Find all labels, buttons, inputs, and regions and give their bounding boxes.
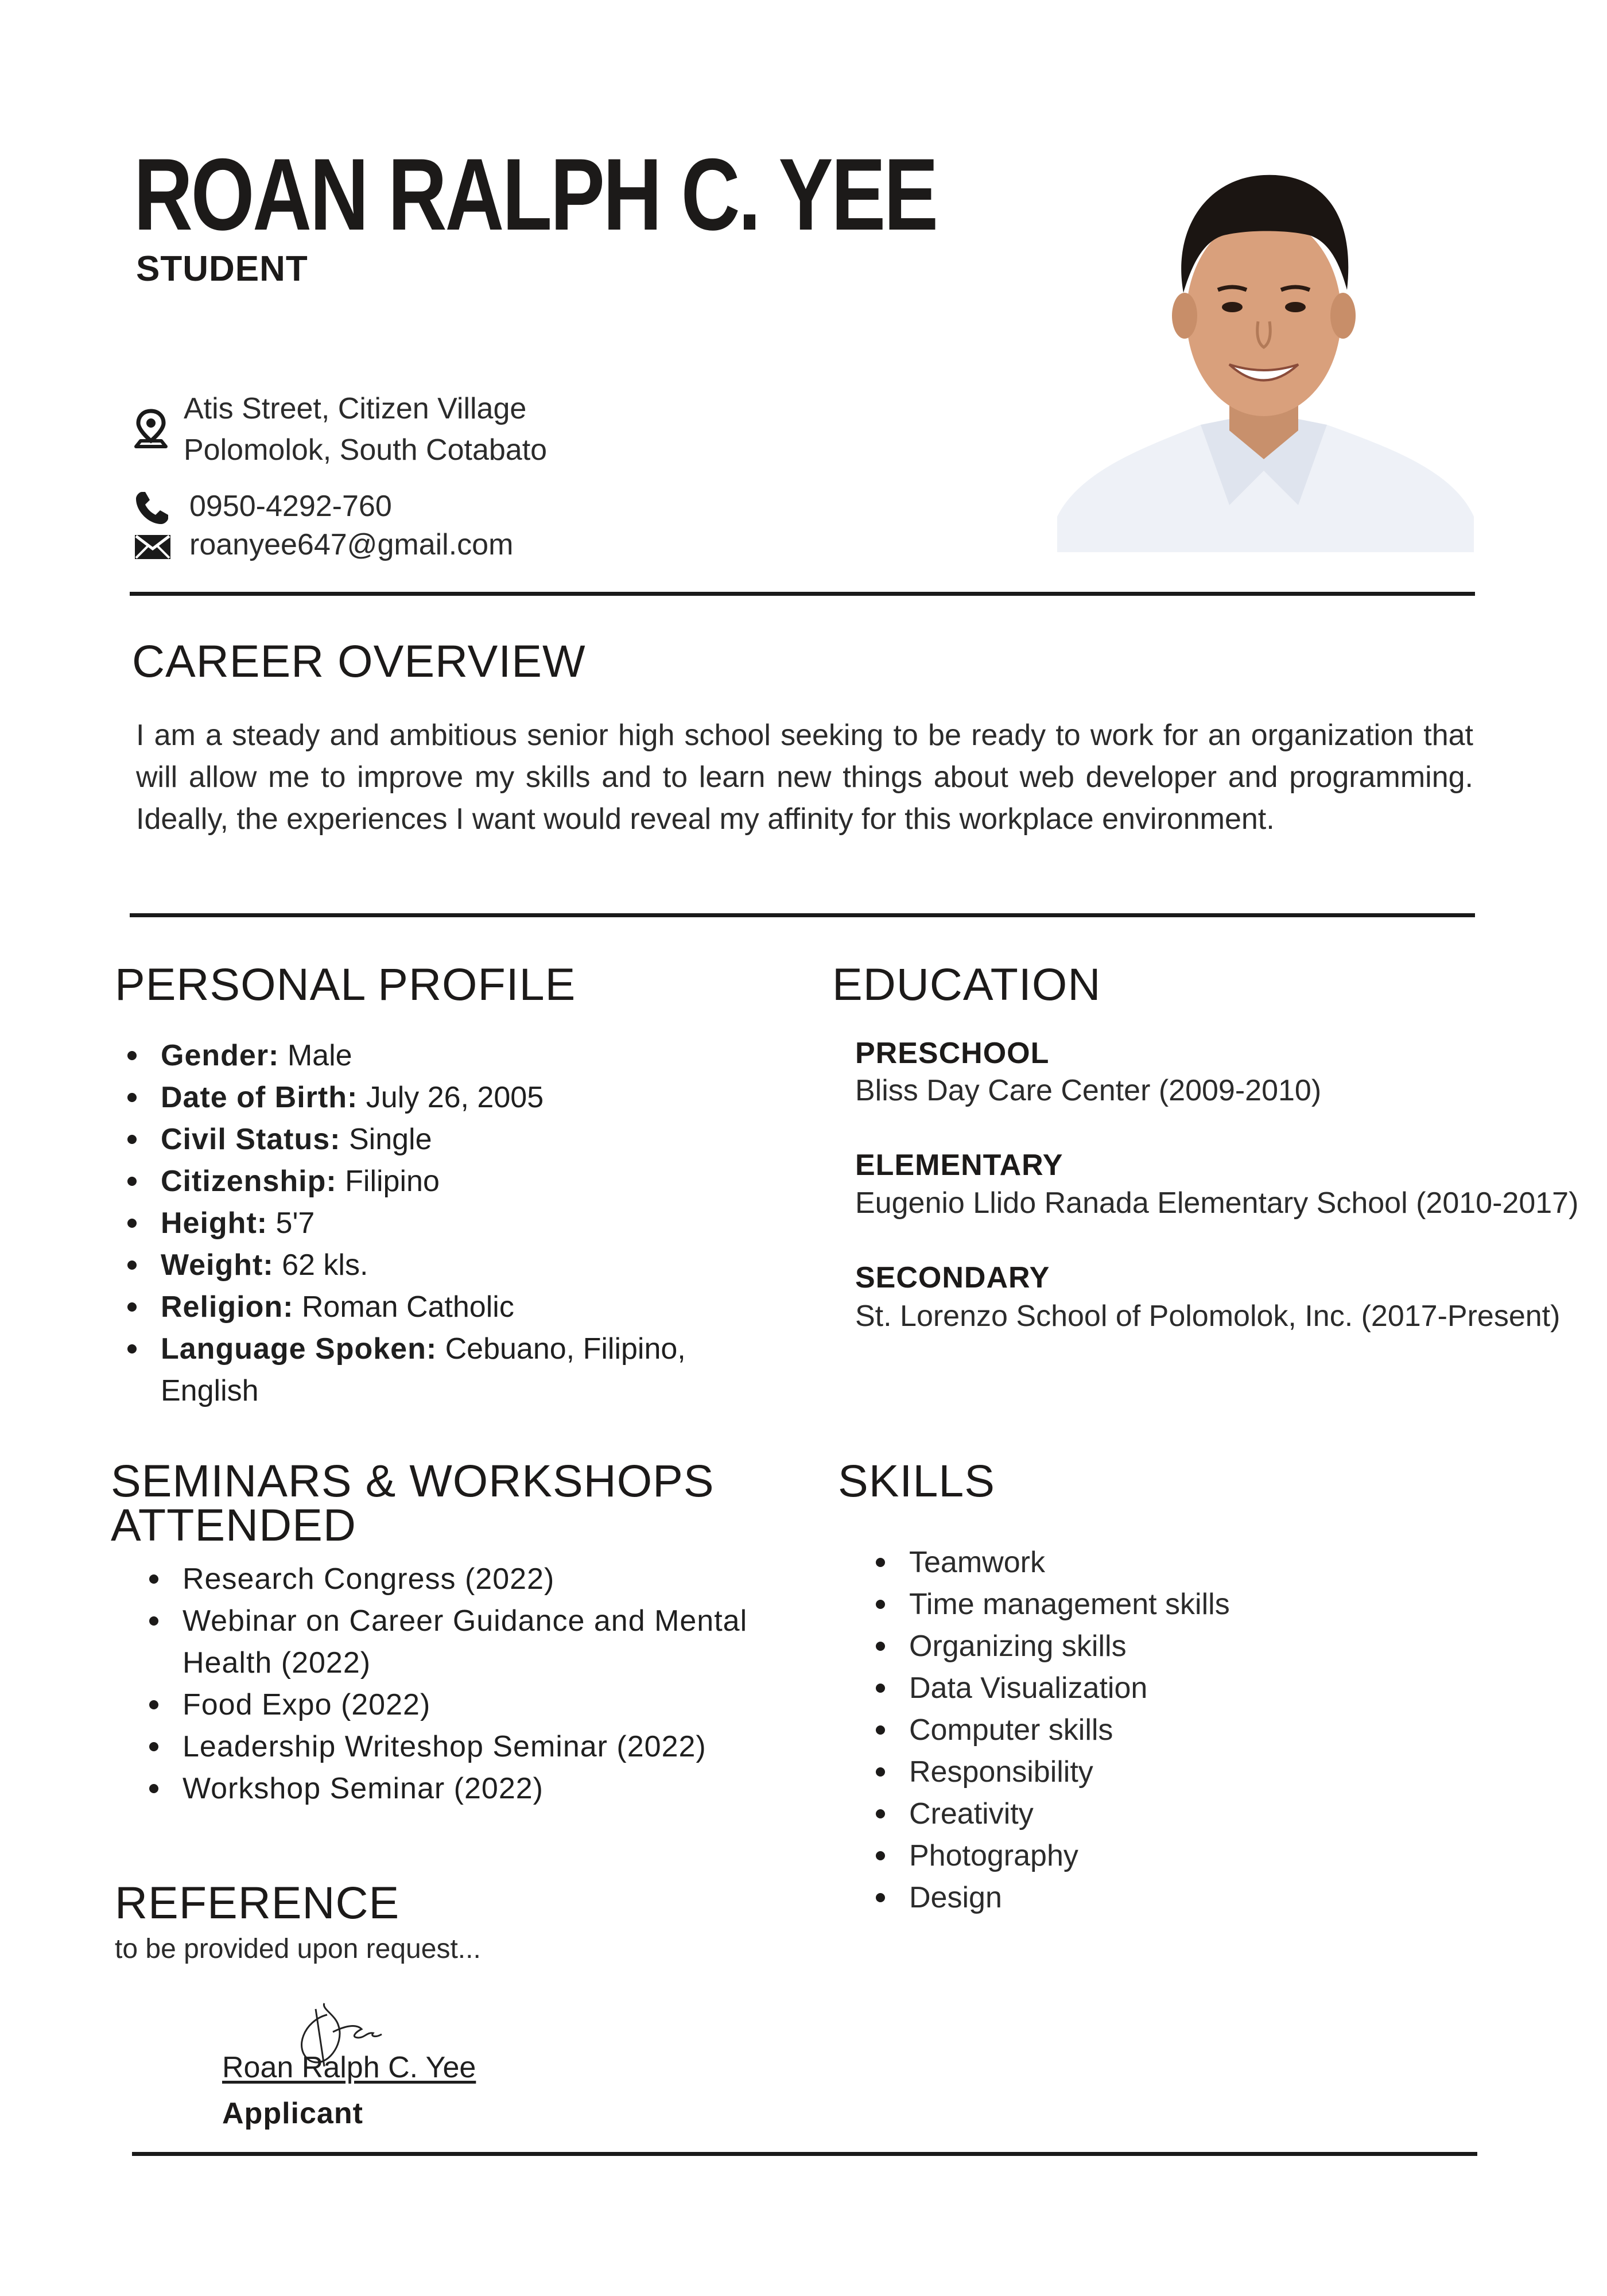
profile-label: Citizenship: [161,1165,337,1198]
seminars-list [183,1558,747,1810]
list-item: Teamwork [909,1542,1230,1584]
list-item [161,1328,686,1412]
profile-label: Religion: [161,1290,294,1324]
profile-value: Single [348,1123,432,1156]
profile-label: Gender: [161,1039,280,1072]
list-item [161,1203,686,1244]
list-item: Webinar on Career Guidance and Mental [183,1600,747,1642]
education-level-preschool: PRESCHOOL [855,1037,1050,1070]
profile-photo [1057,149,1474,552]
profile-value: July 26, 2005 [366,1081,544,1114]
profile-label: Date of Birth: [161,1081,358,1114]
profile-value: Male [287,1039,352,1072]
list-item: Data Visualization [909,1667,1230,1709]
profile-label: Language Spoken: [161,1332,437,1366]
list-item: Organizing skills [909,1626,1230,1667]
list-item: Workshop Seminar (2022) [183,1768,747,1810]
profile-value: Roman Catholic [301,1290,514,1324]
signature-name: Roan Ralph C. Yee [222,2051,476,2084]
personal-profile-title: PERSONAL PROFILE [115,959,576,1010]
profile-value: 62 kls. [282,1248,368,1282]
list-item: Leadership Writeshop Seminar (2022) [183,1726,747,1768]
skills-title: SKILLS [838,1455,995,1506]
mail-icon [134,534,172,560]
list-item: Time management skills [909,1584,1230,1626]
list-item: Research Congress (2022) [183,1558,747,1600]
profile-value: Cebuano, Filipino, [445,1332,686,1366]
list-item [161,1077,686,1119]
applicant-name: ROAN RALPH C. YEE [134,137,937,251]
profile-value: Filipino [345,1165,440,1198]
education-school-elementary: Eugenio Llido Ranada Elementary School (2010-2017) [855,1186,1579,1220]
email-address[interactable]: roanyee647@gmail.com [189,528,514,561]
list-item [161,1119,686,1161]
personal-profile-list [161,1035,686,1412]
signature-role: Applicant [222,2097,363,2130]
education-title: EDUCATION [832,959,1101,1010]
career-overview-text: I am a steady and ambitious senior high school seeking to be ready to work for an organization that will allow me to improve my skills and to learn new things about web developer and programming. Ideally, the experiences I want would reveal my affinity for this workplace environment. [136,719,1473,836]
list-item: Computer skills [909,1709,1230,1751]
list-item [161,1286,686,1328]
profile-label: Height: [161,1207,268,1240]
address-line-2: Polomolok, South Cotabato [184,433,548,467]
profile-value: 5'7 [275,1207,315,1240]
list-item [161,1161,686,1203]
phone-number[interactable]: 0950-4292-760 [189,490,392,523]
list-item-continued: Health (2022) [183,1646,371,1680]
profile-label: Civil Status: [161,1123,341,1156]
location-icon [134,409,168,450]
address-line-1: Atis Street, Citizen Village [184,392,527,425]
education-school-secondary: St. Lorenzo School of Polomolok, Inc. (2017-Present) [855,1300,1561,1333]
seminars-title-line-2: ATTENDED [111,1499,356,1550]
list-item: Responsibility [909,1751,1230,1793]
applicant-role: STUDENT [136,249,308,289]
education-level-elementary: ELEMENTARY [855,1149,1063,1182]
phone-icon [134,490,170,526]
list-item: Design [909,1877,1230,1919]
divider-middle [130,913,1475,917]
seminars-title-line-1: SEMINARS & WORKSHOPS [111,1455,715,1506]
list-item [161,1244,686,1286]
profile-value-continued: English [161,1374,259,1407]
divider-bottom [132,2152,1477,2156]
list-item [161,1035,686,1077]
career-overview-title: CAREER OVERVIEW [132,635,586,687]
skills-list [909,1542,1230,1919]
list-item: Food Expo (2022) [183,1684,747,1726]
reference-title: REFERENCE [115,1877,400,1928]
list-item: Creativity [909,1793,1230,1835]
profile-label: Weight: [161,1248,274,1282]
reference-text: to be provided upon request... [115,1934,481,1964]
education-school-preschool: Bliss Day Care Center (2009-2010) [855,1074,1322,1107]
list-item: Photography [909,1835,1230,1877]
divider-top [130,592,1475,596]
education-level-secondary: SECONDARY [855,1261,1050,1294]
